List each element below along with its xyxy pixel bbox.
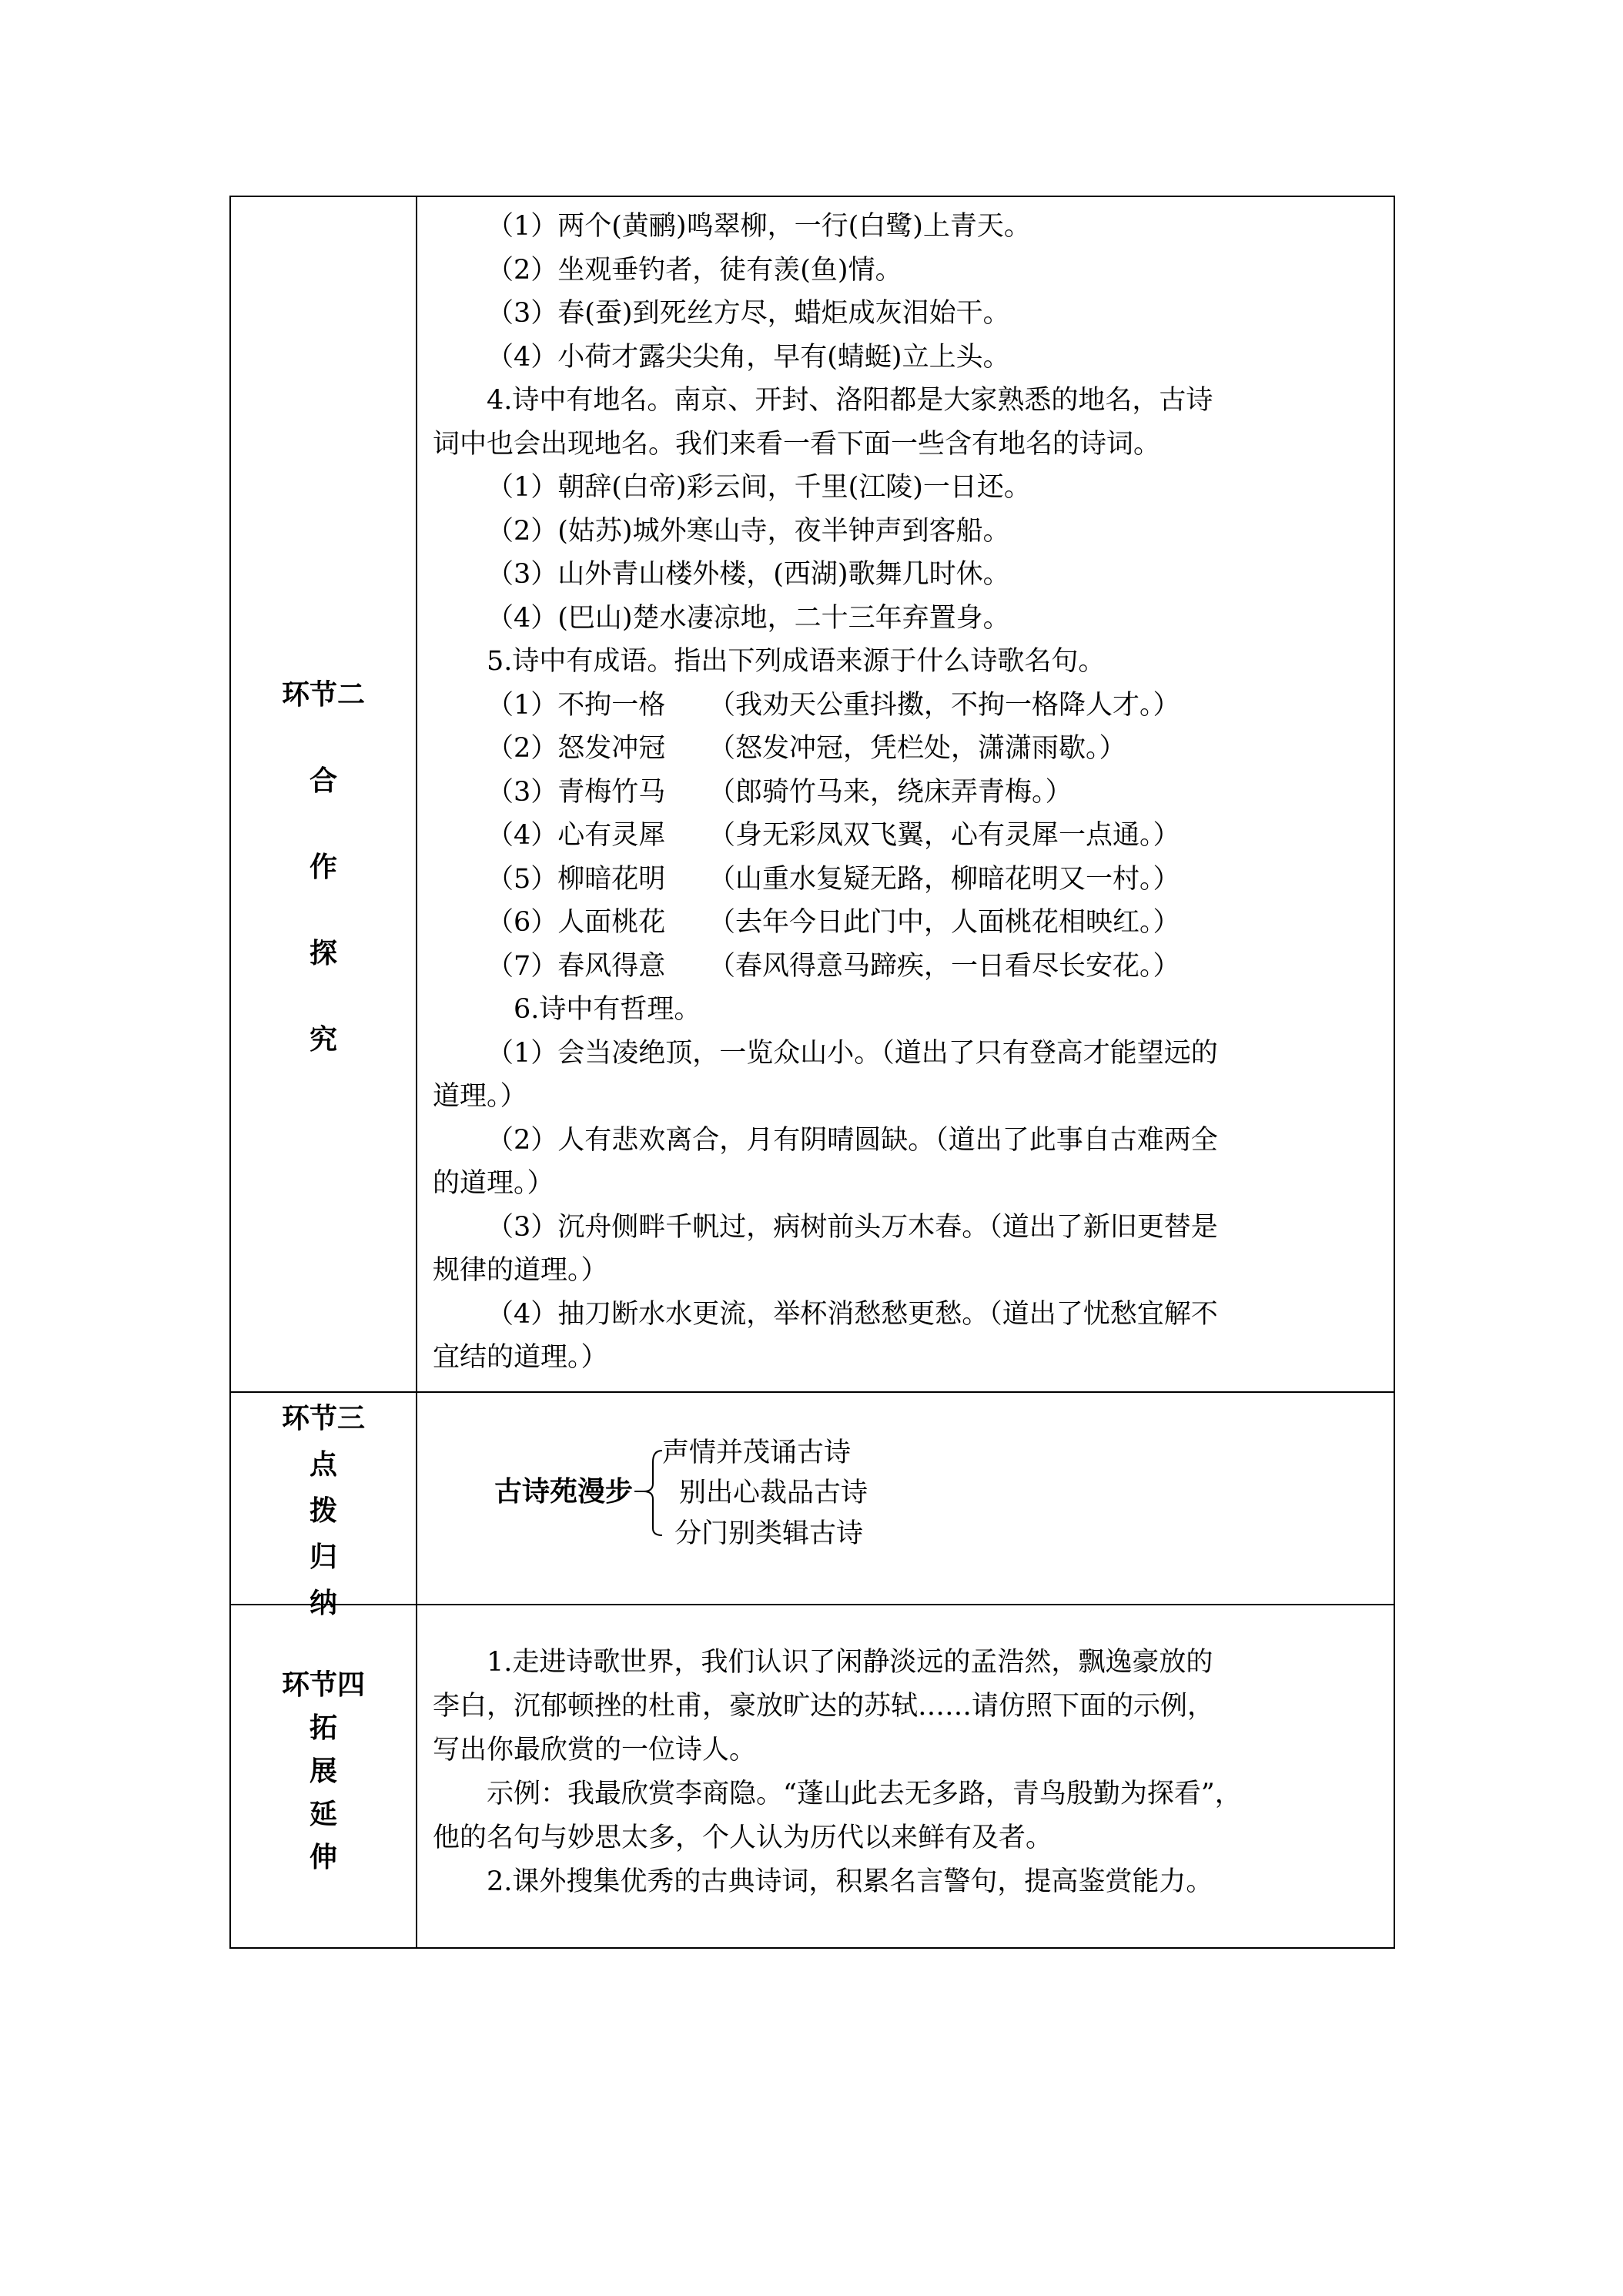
diagram-branch: 声情并茂诵古诗 [662,1438,852,1468]
diagram-branch: 别出心裁品古诗 [679,1478,868,1508]
idiom-source: （身无彩凤双飞翼，心有灵犀一点通。） [708,820,1180,851]
text-line: 的道理。） [433,1168,554,1199]
section-label-char: 环节三 [281,1403,365,1434]
section-label-char: 环节四 [281,1669,365,1701]
idiom-row [433,814,1378,858]
section-label-cell [230,1392,417,1619]
idiom-text: （6）人面桃花 [487,907,666,938]
section-label-cell [230,1605,417,1948]
text-line: 词中也会出现地名。我们来看一看下面一些含有地名的诗词。 [433,428,1161,460]
idiom-source: （山重水复疑无路，柳暗花明又一村。） [708,863,1180,895]
text-line: 写出你最欣赏的一位诗人。 [433,1735,757,1766]
idiom-row [433,684,1378,728]
idiom-text: （7）春风得意 [487,950,666,982]
section-label-char: 拨 [309,1495,337,1527]
idiom-text: （1）不拘一格 [487,689,666,721]
section-label-char: 纳 [309,1588,337,1619]
text-line: （4）抽刀断水水更流，举杯消愁愁更愁。（道出了忧愁宜解不 [487,1298,1218,1330]
section-label-char: 展 [309,1755,337,1787]
section-collaborative-inquiry [230,196,1394,1392]
idiom-text: （4）心有灵犀 [487,820,666,851]
text-line: 道理。） [433,1081,527,1112]
text-line: 宜结的道理。） [433,1342,608,1373]
text-line: 1.走进诗歌世界，我们认识了闲静淡远的孟浩然，飘逸豪放的 [487,1647,1213,1678]
section-label-char: 合 [309,765,337,797]
text-line: （1）朝辞(白帝)彩云间，千里(江陵)一日还。 [487,472,1031,503]
text-line: 李白，沉郁顿挫的杜甫，豪放旷达的苏轼……请仿照下面的示例， [433,1691,1215,1722]
section-content-cell [417,1392,1394,1605]
idiom-text: （5）柳暗花明 [487,863,666,895]
section-content-cell [417,196,1394,1392]
section-content-cell [417,1605,1394,1948]
idiom-row [433,727,1378,771]
section-label-char: 环节二 [281,679,365,711]
text-line: 规律的道理。） [433,1255,608,1286]
section-label-char: 点 [309,1449,337,1481]
lesson-plan-table [229,196,1395,1949]
text-line: （1）两个(黄鹂)鸣翠柳，一行(白鹭)上青天。 [487,211,1031,242]
idiom-row [433,945,1378,989]
idiom-text: （2）怒发冲冠 [487,733,666,764]
section-label-char: 延 [309,1799,337,1830]
text-line: （2）人有悲欢离合，月有阴晴圆缺。（道出了此事自古难两全 [487,1124,1218,1156]
diagram-branch: 分门别类辑古诗 [674,1518,864,1549]
idiom-source: （郎骑竹马来，绕床弄青梅。） [708,776,1073,808]
text-line: （2）(姑苏)城外寒山寺，夜半钟声到客船。 [487,515,1010,547]
section-label-char: 探 [309,938,337,969]
section-label-cell [230,196,417,1392]
idiom-source: （春风得意马蹄疾，一日看尽长安花。） [708,950,1180,982]
text-line: 5.诗中有成语。指出下列成语来源于什么诗歌名句。 [487,646,1106,677]
text-line: （3）沉舟侧畔千帆过，病树前头万木春。（道出了新旧更替是 [487,1211,1218,1243]
idiom-source: （去年今日此门中，人面桃花相映红。） [708,907,1180,938]
text-line: （4）(巴山)楚水凄凉地，二十三年弃置身。 [487,602,1010,634]
text-line: 他的名句与妙思太多，个人认为历代以来鲜有及者。 [433,1822,1053,1853]
text-line: （1）会当凌绝顶，一览众山小。（道出了只有登高才能望远的 [487,1037,1218,1069]
idiom-row [433,858,1378,902]
section-label-char: 作 [309,852,337,883]
text-line: 2.课外搜集优秀的古典诗词，积累名言警句，提高鉴赏能力。 [487,1866,1213,1897]
idiom-source: （怒发冲冠，凭栏处，潇潇雨歇。） [708,733,1126,764]
text-line: （2）坐观垂钓者，徒有羡(鱼)情。 [487,254,902,286]
section-summary [230,1392,1394,1605]
idiom-row [433,771,1378,815]
text-line: （3）春(蚕)到死丝方尽，蜡炬成灰泪始干。 [487,298,1010,329]
section-label-char: 伸 [309,1842,337,1873]
section-label-char: 拓 [309,1712,337,1744]
text-line: （4）小荷才露尖尖角，早有(蜻蜓)立上头。 [487,341,1010,373]
idiom-text: （3）青梅竹马 [487,776,666,808]
diagram-root-label: 古诗苑漫步 [494,1476,634,1508]
text-line: 6.诗中有哲理。 [514,994,701,1025]
section-extension [230,1605,1394,1948]
section-label-char: 归 [309,1541,337,1573]
text-line: 4.诗中有地名。南京、开封、洛阳都是大家熟悉的地名，古诗 [487,385,1213,416]
text-line: （3）山外青山楼外楼，(西湖)歌舞几时休。 [487,559,1010,590]
idiom-row [433,901,1378,945]
text-line: 示例：我最欣赏李商隐。“蓬山此去无多路，青鸟殷勤为探看”， [487,1779,1242,1809]
section-label-char: 究 [309,1024,337,1056]
idiom-source: （我劝天公重抖擞，不拘一格降人才。） [708,689,1180,721]
